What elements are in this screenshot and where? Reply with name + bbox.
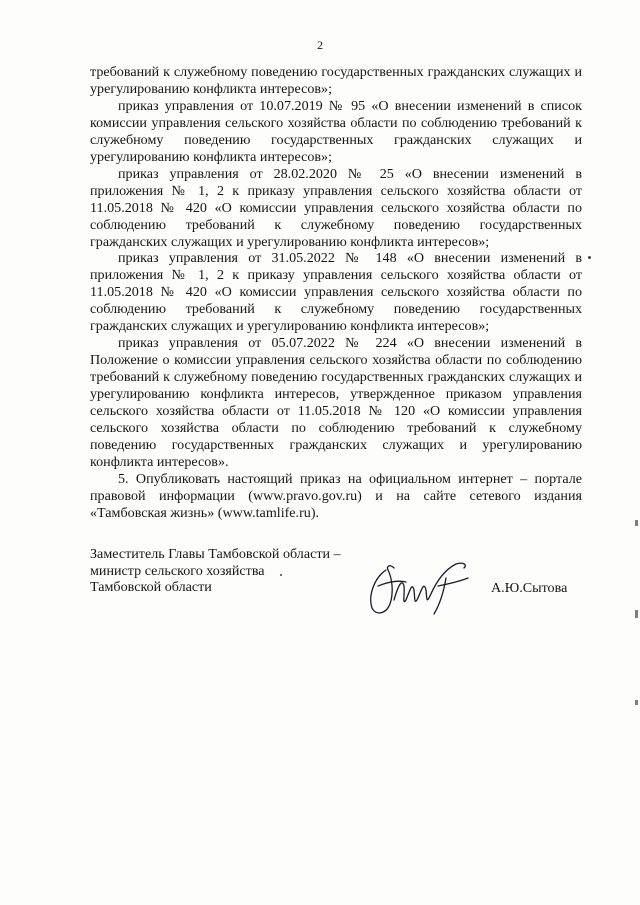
- paragraph-order-2022-224: приказ управления от 05.07.2022 № 224 «О внесении изменений в Положение о комиссии управления сельского хозяйства области по соблюдению требований к служебному поведению государственных гражданских служащих и урегулированию конфликта интересов, утвержденное приказом управления сельского хозяйства области от 11.05.2018 № 120 «О комиссии управления сельского хозяйства области по соблюдению требований к служебному поведению государственных гражданских служащих и урегулированию конфликта интересов».: [90, 335, 582, 470]
- scan-edge-mark: [635, 610, 638, 618]
- document-body: [90, 64, 582, 522]
- scan-edge-mark: [635, 700, 638, 705]
- paragraph-order-2019-95: приказ управления от 10.07.2019 № 95 «О внесении изменений в список комиссии управления сельского хозяйства области по соблюдению требований к служебному поведению государственных гражданских служащих и урегулированию конфликта интересов»;: [90, 97, 582, 165]
- paragraph-publish: 5. Опубликовать настоящий приказ на официальном интернет – портале правовой информации (www.pravo.gov.ru) и на сайте сетевого издания «Тамбовская жизнь» (www.tamlife.ru).: [90, 470, 582, 521]
- signatory-name: А.Ю.Сытова: [491, 580, 568, 596]
- scan-speck: [588, 256, 591, 259]
- handwritten-signature: [364, 556, 479, 620]
- position-line-3: Тамбовской области: [90, 579, 212, 595]
- scan-speck: [280, 574, 282, 576]
- position-line-2: министр сельского хозяйства: [90, 562, 265, 579]
- scan-edge-mark: [635, 520, 638, 526]
- paragraph-continuation: требований к служебному поведению государственных гражданских служащих и урегулированию конфликта интересов»;: [90, 64, 582, 97]
- position-line-1: Заместитель Главы Тамбовской области –: [90, 546, 341, 562]
- paragraph-order-2022-148: приказ управления от 31.05.2022 № 148 «О внесении изменений в приложения № 1, 2 к приказу управления сельского хозяйства области от 11.05.2018 № 420 «О комиссии управления сельского хозяйства области по соблюдению требований к служебному поведению государственных гражданских служащих и урегулированию конфликта интересов»;: [90, 250, 582, 335]
- paragraph-order-2020-25: приказ управления от 28.02.2020 № 25 «О внесении изменений в приложения № 1, 2 к приказу управления сельского хозяйства области от 11.05.2018 № 420 «О комиссии управления сельского хозяйства области по соблюдению требований к служебному поведению государственных гражданских служащих и урегулированию конфликта интересов»;: [90, 165, 582, 250]
- signatory-position: [90, 546, 340, 596]
- page-number: 2: [317, 38, 323, 52]
